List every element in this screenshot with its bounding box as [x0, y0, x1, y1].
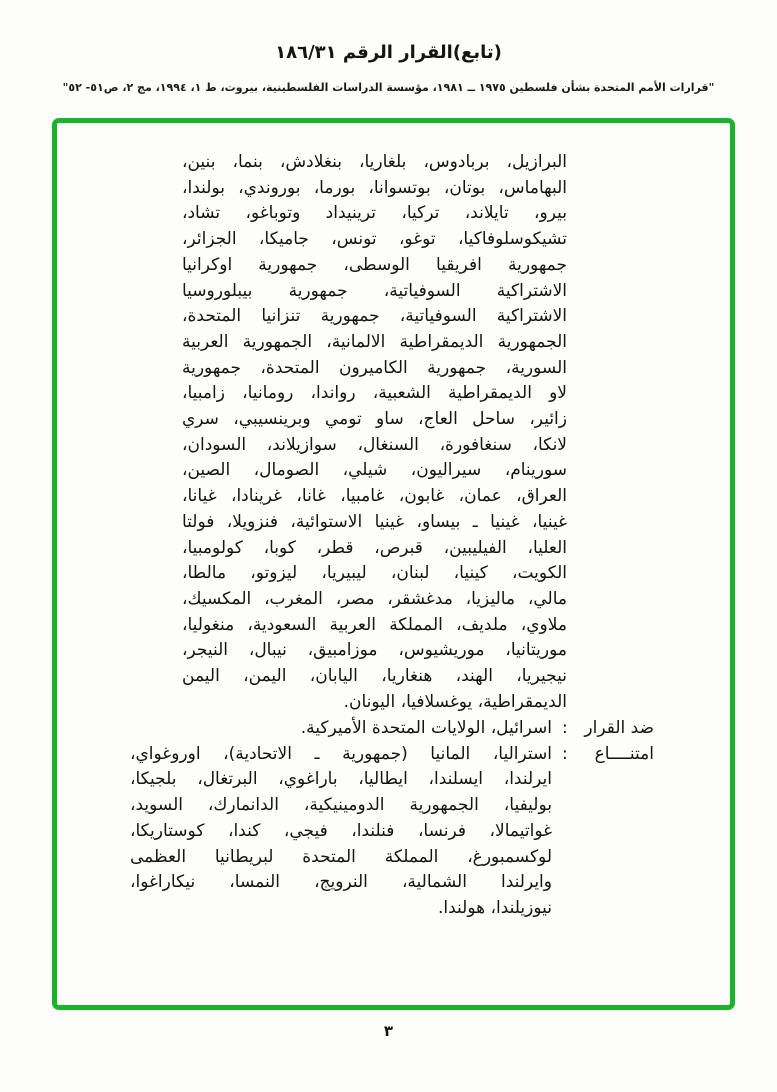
page-number: ٣	[383, 1022, 394, 1040]
in-favor-line: جمهورية افريقيا الوسطى، جمهورية اوكرانيا	[182, 254, 567, 275]
against-row	[130, 716, 654, 742]
abstain-countries	[130, 742, 552, 922]
in-favor-line: سورينام، سيراليون، شيلي، الصومال، الصين،	[182, 460, 567, 481]
in-favor-line: الديمقراطية، يوغسلافيا، اليونان.	[343, 691, 567, 712]
against-label: ضد القرار	[584, 718, 654, 738]
in-favor-line: مالي، ماليزيا، مدغشقر، مصر، المغرب، المكسيك،	[182, 588, 567, 609]
in-favor-line: ملاوي، ملديف، المملكة العربية السعودية، منغوليا،	[182, 614, 567, 635]
in-favor-line: بيرو، تايلاند، تركيا، ترينيداد وتوباغو، تشاد،	[182, 203, 567, 224]
in-favor-line: الاشتراكية السوفياتية، جمهورية بيبلوروسيا	[182, 280, 567, 301]
vote-results	[130, 716, 654, 922]
in-favor-line: موريتانيا، موريشيوس، موزامبيق، نيبال، النيجر،	[182, 640, 567, 661]
abstain-line: لوكسمبورغ، المملكة المتحدة لبريطانيا العظمى	[130, 846, 552, 867]
abstain-label-cell	[562, 742, 654, 768]
in-favor-line: لاو الديمقراطية الشعبية، رواندا، رومانيا، زامبيا،	[182, 383, 567, 404]
in-favor-line: تشيكوسلوفاكيا، توغو، تونس، جاميكا، الجزائر،	[182, 229, 567, 250]
in-favor-line: السورية، جمهورية الكاميرون المتحدة، جمهورية	[182, 357, 567, 378]
abstain-line: نيوزيلندا، هولندا.	[438, 897, 552, 918]
in-favor-line: العراق، عمان، غابون، غامبيا، غانا، غرينادا، غيانا،	[182, 486, 567, 507]
page-title: (تابع)القرار الرقم ١٨٦/٣١	[275, 42, 502, 63]
abstain-line: وايرلندا الشمالية، النرويج، النمسا، نيكاراغوا،	[130, 872, 552, 893]
abstain-row	[130, 742, 654, 922]
against-countries: اسرائيل، الولايات المتحدة الأميركية.	[300, 718, 552, 738]
in-favor-line: البهاماس، بوتان، بوتسوانا، بورما، بوروندي، بولندا،	[182, 177, 567, 198]
source-citation: "قرارات الأمم المتحدة بشأن فلسطين ١٩٧٥ ــ ١٩٨١، مؤسسة الدراسات الفلسطينية، بيروت، ط ١، ١٩٩٤، مج ٢، ص٥١- ٥٢"	[62, 81, 715, 94]
in-favor-line: زائير، ساحل العاج، ساو تومي وبرينسيبي، سري	[182, 409, 567, 430]
abstain-label: امتنــــاع	[594, 743, 654, 764]
abstain-line: غواتيمالا، فرنسا، فنلندا، فيجي، كندا، كوستاريكا،	[130, 820, 552, 841]
abstain-colon: :	[562, 743, 568, 764]
in-favor-line: نيجيريا، الهند، هنغاريا، اليابان، اليمن، اليمن	[182, 666, 567, 687]
abstain-line: ايرلندا، ايسلندا، ايطاليا، باراغوي، البرتغال، بلجيكا،	[130, 769, 552, 790]
in-favor-line: لانكا، سنغافورة، السنغال، سوازيلاند، السودان،	[182, 434, 567, 455]
against-colon: :	[562, 718, 568, 738]
in-favor-line: العليا، الفيليبين، قبرص، قطر، كوبا، كولومبيا،	[182, 537, 567, 558]
in-favor-line: الجمهورية الديمقراطية الالمانية، الجمهورية العربية	[182, 331, 567, 352]
in-favor-country-list	[182, 150, 567, 715]
against-label-cell	[562, 716, 654, 742]
abstain-line: بوليفيا، الجمهورية الدومينيكية، الدانمارك، السويد،	[130, 795, 552, 816]
in-favor-line: الكويت، كينيا، لبنان، ليبيريا، ليزوتو، مالطا،	[182, 563, 567, 584]
in-favor-line: الاشتراكية السوفياتية، جمهورية تنزانيا المتحدة،	[182, 306, 567, 327]
in-favor-line: غينيا، غينيا ـ بيساو، غينيا الاستوائية، فنزويلا، فولتا	[182, 511, 567, 532]
in-favor-line: البرازيل، بربادوس، بلغاريا، بنغلادش، بنما، بنين،	[182, 152, 567, 172]
abstain-line: استراليا، المانيا (جمهورية ـ الاتحادية)، اوروغواي،	[130, 743, 552, 764]
